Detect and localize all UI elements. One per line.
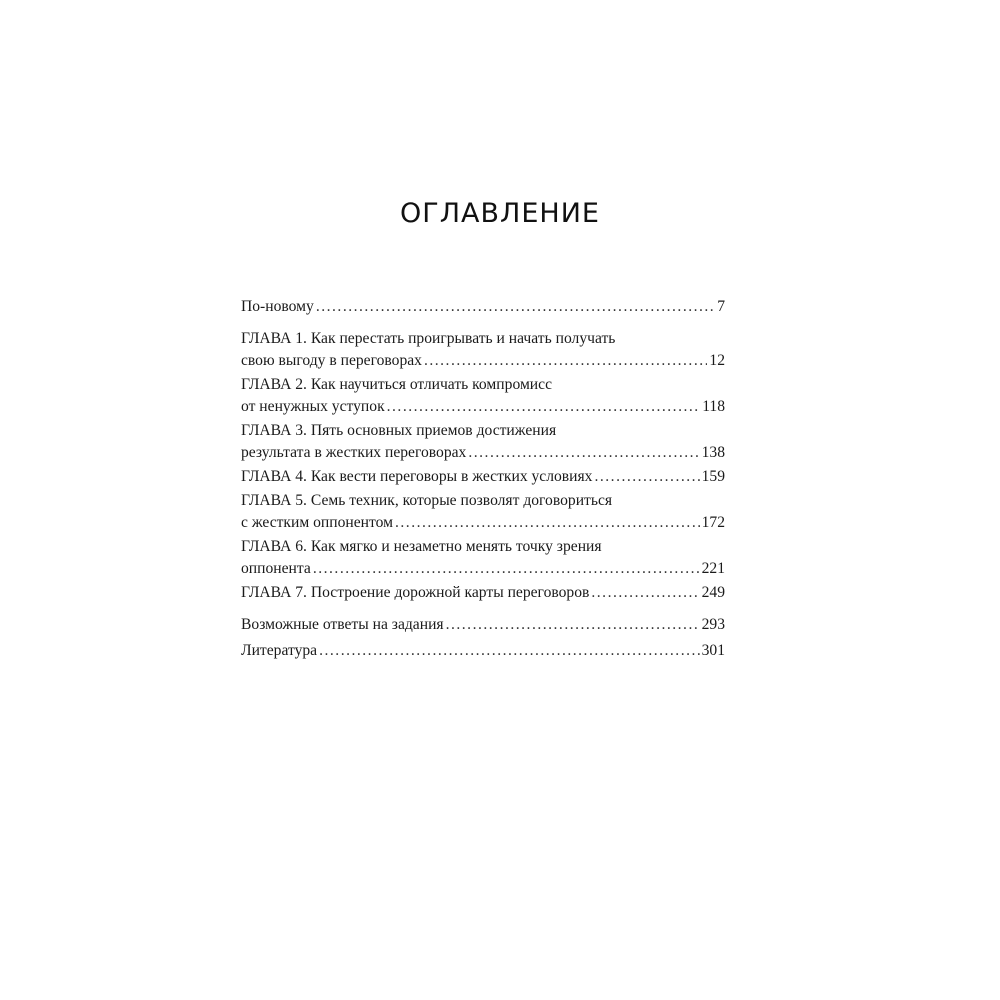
leader-dots: [591, 582, 699, 604]
toc-entry: [241, 582, 725, 604]
toc-entry: [241, 490, 725, 534]
toc-entry-line: [241, 396, 725, 418]
toc-entry: [241, 640, 725, 662]
toc-entry-line: [241, 296, 725, 318]
leader-dots: [319, 640, 700, 662]
toc-page-number: 293: [701, 616, 725, 633]
toc-entry-title-line: ГЛАВА 2. Как научиться отличать компромисс: [241, 376, 552, 393]
leader-dots: [313, 558, 700, 580]
leader-dots: [594, 466, 699, 488]
toc-entry-title: свою выгоду в переговорах: [241, 352, 422, 369]
page-title: ОГЛАВЛЕНИЕ: [400, 198, 600, 229]
toc-page-number: 159: [701, 468, 725, 485]
toc-entry-line: [241, 640, 725, 662]
toc-entry-title: оппонента: [241, 560, 311, 577]
leader-dots: [316, 296, 715, 318]
toc-entry-line: [241, 582, 725, 604]
toc-page-number: 221: [701, 560, 725, 577]
toc-page-number: 301: [701, 642, 725, 659]
toc-page-number: 12: [709, 352, 725, 369]
toc-entry-title-line: ГЛАВА 5. Семь техник, которые позволят договориться: [241, 492, 613, 509]
toc-entry-title: ГЛАВА 4. Как вести переговоры в жестких условиях: [241, 468, 593, 485]
toc-entry-title: Возможные ответы на задания: [241, 616, 444, 633]
toc-entry-line: [241, 512, 725, 534]
table-of-contents: [241, 296, 725, 662]
toc-entry: [241, 614, 725, 636]
toc-entry: [241, 420, 725, 464]
toc-page-number: 172: [701, 514, 725, 531]
toc-page-number: 7: [717, 298, 725, 315]
toc-entry-title: Литература: [241, 642, 318, 659]
toc-entry-line: [241, 466, 725, 488]
toc-entry: [241, 466, 725, 488]
toc-entry-title: ГЛАВА 7. Построение дорожной карты переговоров: [241, 584, 590, 601]
leader-dots: [424, 350, 707, 372]
leader-dots: [387, 396, 701, 418]
toc-entry: [241, 328, 725, 372]
toc-entry-title-line: ГЛАВА 3. Пять основных приемов достижения: [241, 422, 557, 439]
toc-entry-title: от ненужных уступок: [241, 398, 385, 415]
toc-entry-title: с жестким оппонентом: [241, 514, 393, 531]
toc-entry-title: результата в жестких переговорах: [241, 444, 467, 461]
toc-page-number: 118: [702, 398, 725, 415]
toc-entry: [241, 536, 725, 580]
toc-entry-line: [241, 350, 725, 372]
leader-dots: [468, 442, 699, 464]
leader-dots: [446, 614, 700, 636]
toc-entry-title: По-новому: [241, 298, 314, 315]
toc-entry: [241, 296, 725, 318]
leader-dots: [395, 512, 700, 534]
toc-entry-line: [241, 558, 725, 580]
toc-entry-title-line: ГЛАВА 1. Как перестать проигрывать и начать получать: [241, 330, 616, 347]
toc-entry-line: [241, 614, 725, 636]
toc-entry-title-line: ГЛАВА 6. Как мягко и незаметно менять точку зрения: [241, 538, 602, 555]
toc-entry-line: [241, 442, 725, 464]
toc-page-number: 138: [701, 444, 725, 461]
toc-page-number: 249: [701, 584, 725, 601]
toc-entry: [241, 374, 725, 418]
